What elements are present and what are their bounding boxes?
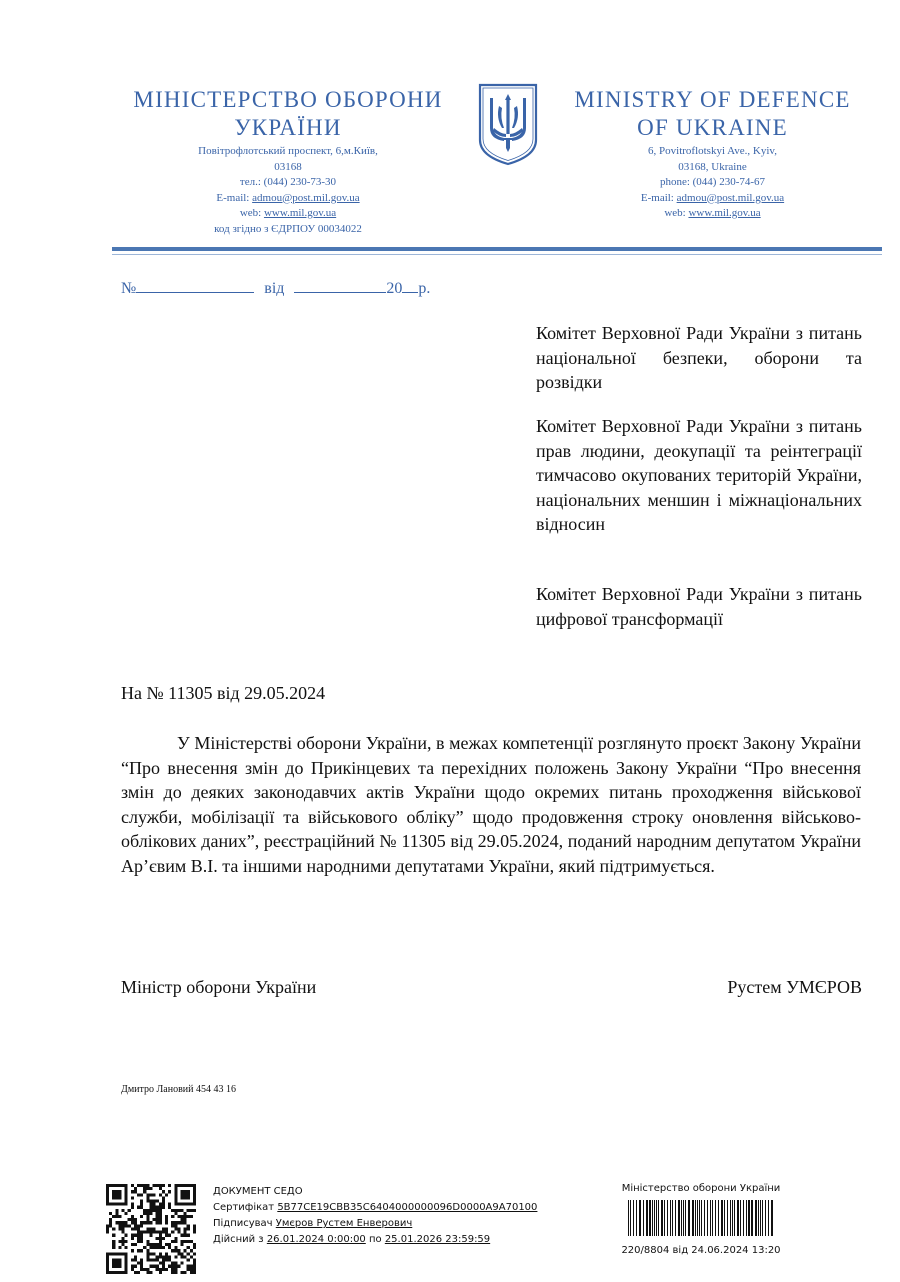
number-blank — [136, 278, 254, 293]
barcode-icon — [628, 1200, 774, 1236]
ministry-title-en-line1: MINISTRY OF DEFENCE — [574, 87, 851, 112]
valid-from-value: 26.01.2024 0:00:00 — [266, 1234, 366, 1245]
postcode-ua: 03168 — [274, 160, 302, 173]
signer-value: Умєров Рустем Енверович — [275, 1218, 413, 1229]
addressee-2: Комітет Верховної Ради України з питань прав людини, деокупації та реінтеграції тимчасово окупованих територій України, національних меншин і міжнаціональних відносин — [536, 416, 862, 534]
letter-body: У Міністерстві оборони України, в межах компетенції розглянуто проєкт Закону України “Про внесення змін до Прикінцевих та перехідних положень Закону України “Про внесення змін до деяких законодавчих актів України щодо окремих питань проходження військової служби, мобілізації та військового обліку” щодо продовження строку оновлення військово-облікових даних”, реєстраційний № 11305 від 29.05.2024, поданий народним депутатом України Ар’євим В.І. та іншими народними депутатами України, який підтримується. — [121, 733, 861, 876]
signer-line — [213, 1216, 537, 1232]
barcode-title: Міністерство оборони України — [621, 1183, 781, 1194]
date-blank — [294, 278, 386, 293]
year-suffix: р. — [418, 280, 431, 297]
web-link[interactable]: www.mil.gov.ua — [263, 207, 337, 219]
address-en: 6, Povitroflotskyi Ave., Kyiv, — [648, 145, 777, 157]
web-label: web: — [664, 207, 689, 219]
from-label: від — [264, 280, 285, 297]
signatory-title: Міністр оборони України — [121, 977, 317, 997]
email-label: E-mail: — [216, 191, 253, 204]
year-prefix: 20 — [386, 280, 403, 297]
signer-label: Підписувач — [213, 1218, 276, 1229]
certificate-label: Сертифікат — [213, 1202, 278, 1213]
sedo-signature-block — [213, 1184, 537, 1248]
email-link[interactable]: admou@post.mil.gov.ua — [676, 191, 785, 204]
web-ua — [118, 206, 458, 222]
header-divider-thin — [112, 254, 882, 255]
ministry-title-en-line2: OF UKRAINE — [637, 115, 788, 140]
valid-to-value: 25.01.2026 23:59:59 — [384, 1234, 491, 1245]
barcode-number: 220/8804 від 24.06.2024 13:20 — [621, 1245, 781, 1256]
valid-from-label: Дійсний з — [213, 1234, 267, 1245]
trident-coat-of-arms-icon — [477, 82, 539, 166]
certificate-value: 5B77CE19CBB35C6404000000096D0000A9A70100 — [277, 1202, 538, 1213]
email-label: E-mail: — [640, 191, 677, 204]
certificate-line — [213, 1200, 537, 1216]
qr-code-icon — [106, 1184, 196, 1274]
email-link[interactable]: admou@post.mil.gov.ua — [252, 191, 360, 204]
header-right-block — [560, 86, 865, 222]
number-label: № — [121, 280, 137, 297]
web-en — [560, 206, 865, 222]
sedo-heading: ДОКУМЕНТ СЕДО — [213, 1186, 303, 1197]
executor-note: Дмитро Лановий 454 43 16 — [121, 1084, 236, 1095]
ministry-title-ua-line1: МІНІСТЕРСТВО ОБОРОНИ — [133, 87, 443, 112]
valid-to-label: по — [365, 1234, 385, 1245]
phone-en: phone: (044) 230-74-67 — [659, 176, 766, 188]
validity-line — [213, 1232, 537, 1248]
email-en — [560, 191, 865, 207]
year-blank — [402, 278, 418, 293]
phone-ua: тел.: (044) 230-73-30 — [239, 176, 337, 188]
email-ua — [118, 191, 458, 207]
reply-reference: На № 11305 від 29.05.2024 — [121, 683, 326, 703]
signatory-name: Рустем УМЄРОВ — [727, 977, 862, 997]
edrpou-code: код згідно з ЄДРПОУ 00034022 — [214, 222, 362, 235]
address-ua: Повітрофлотський проспект, 6,м.Київ, — [198, 145, 378, 157]
addressee-3: Комітет Верховної Ради України з питань цифрової трансформації — [536, 584, 862, 629]
web-link[interactable]: www.mil.gov.ua — [688, 207, 761, 219]
header-divider-thick — [112, 247, 882, 251]
barcode-bars — [628, 1200, 773, 1236]
addressee-1: Комітет Верховної Ради України з питань національної безпеки, оборони та розвідки — [536, 323, 862, 392]
postcode-en: 03168, Ukraine — [678, 160, 747, 173]
web-label: web: — [239, 207, 264, 219]
header-left-block — [118, 86, 458, 237]
registration-line — [121, 278, 430, 298]
ministry-title-ua-line2: УКРАЇНИ — [234, 115, 342, 140]
